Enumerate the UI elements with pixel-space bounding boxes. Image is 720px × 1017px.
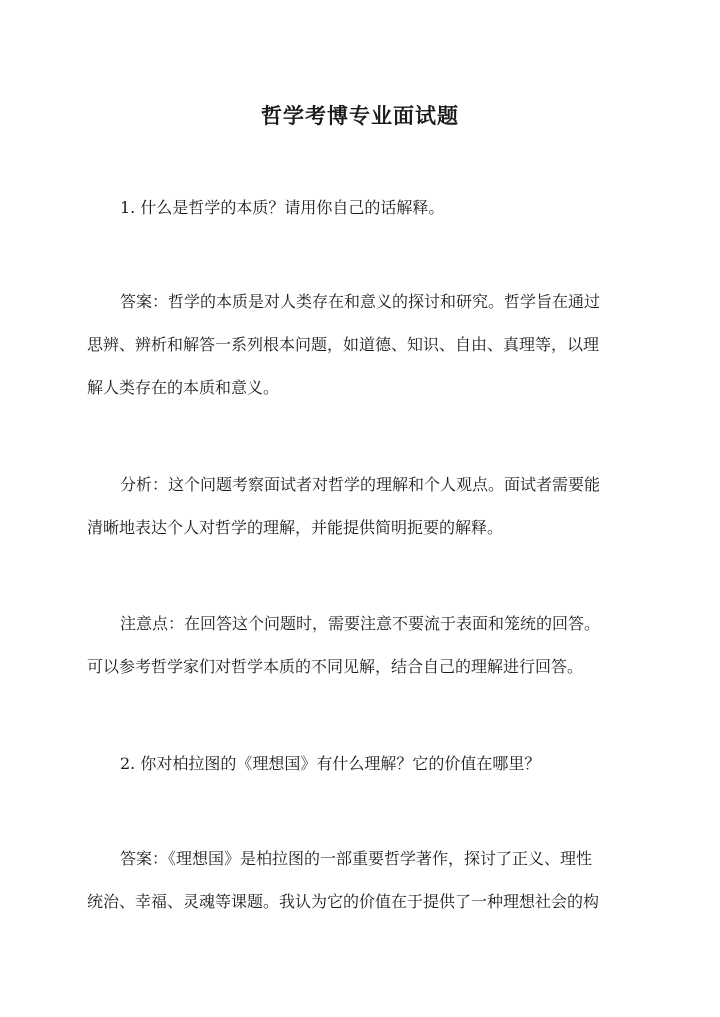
answer-1 xyxy=(87,280,633,409)
analysis-1 xyxy=(87,463,633,549)
question-2-line-1: 2. 你对柏拉图的《理想国》有什么理解？它的价值在哪里？ xyxy=(120,754,541,773)
answer-1-line-2: 思辨、辨析和解答一系列根本问题，如道德、知识、自由、真理等，以理 xyxy=(87,335,600,354)
answer-2 xyxy=(87,837,633,923)
answer-1-line-1: 答案：哲学的本质是对人类存在和意义的探讨和研究。哲学旨在通过 xyxy=(120,292,601,311)
note-1 xyxy=(87,602,633,688)
page-title: 哲学考博专业面试题 xyxy=(261,103,459,129)
question-1 xyxy=(87,186,633,229)
answer-2-line-1: 答案：《理想国》是柏拉图的一部重要哲学著作，探讨了正义、理性 xyxy=(120,849,593,868)
analysis-1-line-1: 分析：这个问题考察面试者对哲学的理解和个人观点。面试者需要能 xyxy=(120,475,601,494)
answer-1-line-3: 解人类存在的本质和意义。 xyxy=(87,378,280,397)
note-1-line-1: 注意点：在回答这个问题时，需要注意不要流于表面和笼统的回答。 xyxy=(120,614,601,633)
analysis-1-line-2: 清晰地表达个人对哲学的理解，并能提供简明扼要的解释。 xyxy=(87,518,504,537)
question-1-line-1: 1. 什么是哲学的本质？请用你自己的话解释。 xyxy=(120,198,445,217)
question-2 xyxy=(87,742,633,785)
answer-2-line-2: 统治、幸福、灵魂等课题。我认为它的价值在于提供了一种理想社会的构 xyxy=(87,892,600,911)
note-1-line-2: 可以参考哲学家们对哲学本质的不同见解，结合自己的理解进行回答。 xyxy=(87,657,584,676)
